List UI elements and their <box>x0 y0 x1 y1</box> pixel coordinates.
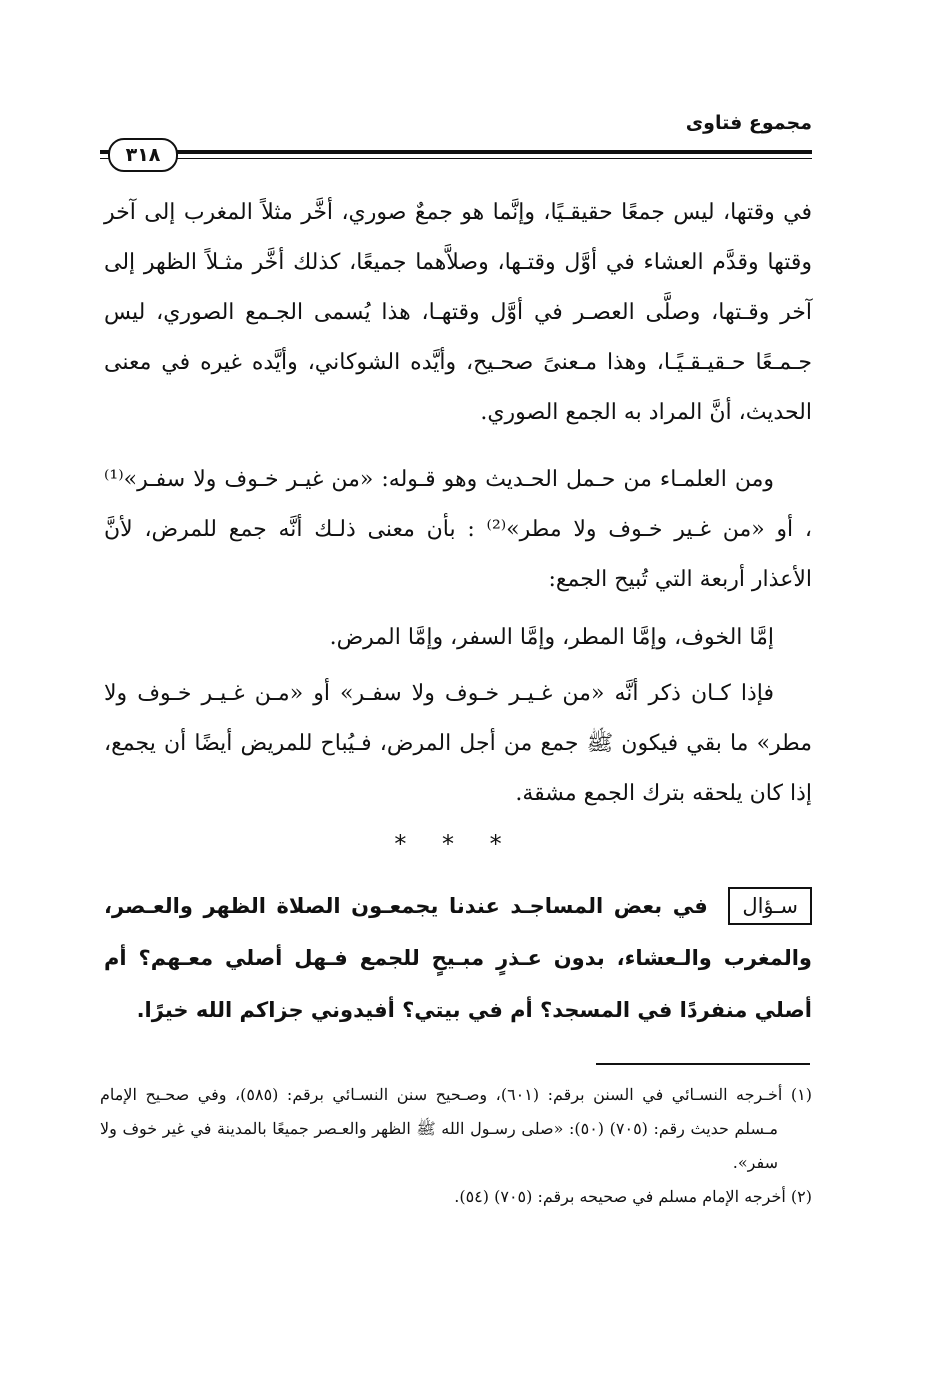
question-block <box>104 880 812 1036</box>
paragraph-1: في وقتها، ليس جمعًا حقيقـيًا، وإنَّما هو جمعٌ صوري، أخَّر مثلاً المغرب إلى آخر وقتها وقدَّم العشاء في أوَّل وقتـها، وصلاَّهما جميعًا، كذلك أخَّر مثـلاً الظهر إلى آخر وقـتها، وصلَّى العصـر في أوَّل وقتهـا، هذا يُسمى الجـمع الصوري، ليس جـمـعًا حـقيـقـيًـا، وهذا مـعنىً صحـيح، وأيَّده الشوكاني، وأيَّده غيره في معنى الحديث، أنَّ المراد به الجمع الصوري. <box>104 200 813 425</box>
header-rule-thick <box>100 150 812 154</box>
question-label: سـؤال <box>728 887 812 925</box>
question-text: في بعض المساجـد عندنا يجمعـون الصلاة الظهر والعـصر، والمغرب والـعشاء، بدون عـذرٍ مبـيحٍ للجمع فـهل أصلي معـهم؟ أم أصلي منفردًا في المسجد؟ أم في بيتي؟ أفيدوني جزاكم الله خيرًا. <box>104 894 812 1022</box>
paragraph-2: ومن العلمـاء من حـمل الحـديث وهو قـوله: «من غيـر خـوف ولا سفـر»⁽¹⁾ ، أو «من غـير خـوف ولا مطر»⁽²⁾ : بأن معنى ذلـك أنَّه جمع للمرض، لأنَّ الأعذار أربعة التي تُبيح الجمع: <box>104 467 813 592</box>
footnote-1: (١) أخـرجه النسـائي في السنن برقم: (٦٠١)، وصـحيح سنن النسـائي برقم: (٥٨٥)، وفي صحـيح الإمام مـسلم حديث رقم: (٧٠٥) (٥٠): «صلى رسـول الله ﷺ الظهر والعـصر جميعًا بالمدينة في غير خوف ولا سفر». <box>100 1085 812 1172</box>
header-rule-thin <box>100 158 812 159</box>
page-number: ٣١٨ <box>108 138 178 172</box>
footnote-2: (٢) أخرجه الإمام مسلم في صحيحه برقم: (٧٠٥) (٥٤). <box>454 1187 812 1206</box>
footnotes <box>100 1078 812 1214</box>
footnote-divider <box>596 1063 810 1065</box>
paragraph-4: فإذا كـان ذكر أنَّه «من غـيـر خـوف ولا سفـر» أو «مـن غـيـر خـوف ولا مطر» ما بقي فيكون ﷺ جمع من أجل المرض، فـيُباح للمريض أيضًا أن يجمع، إذا كان يلحقه بترك الجمع مشقة. <box>104 681 812 806</box>
page-header <box>100 112 812 172</box>
paragraph-3: إمَّا الخوف، وإمَّا المطر، وإمَّا السفر، وإمَّا المرض. <box>329 625 774 650</box>
book-title: مجموع فتاوى <box>685 112 812 134</box>
section-separator: * * * <box>394 830 516 858</box>
